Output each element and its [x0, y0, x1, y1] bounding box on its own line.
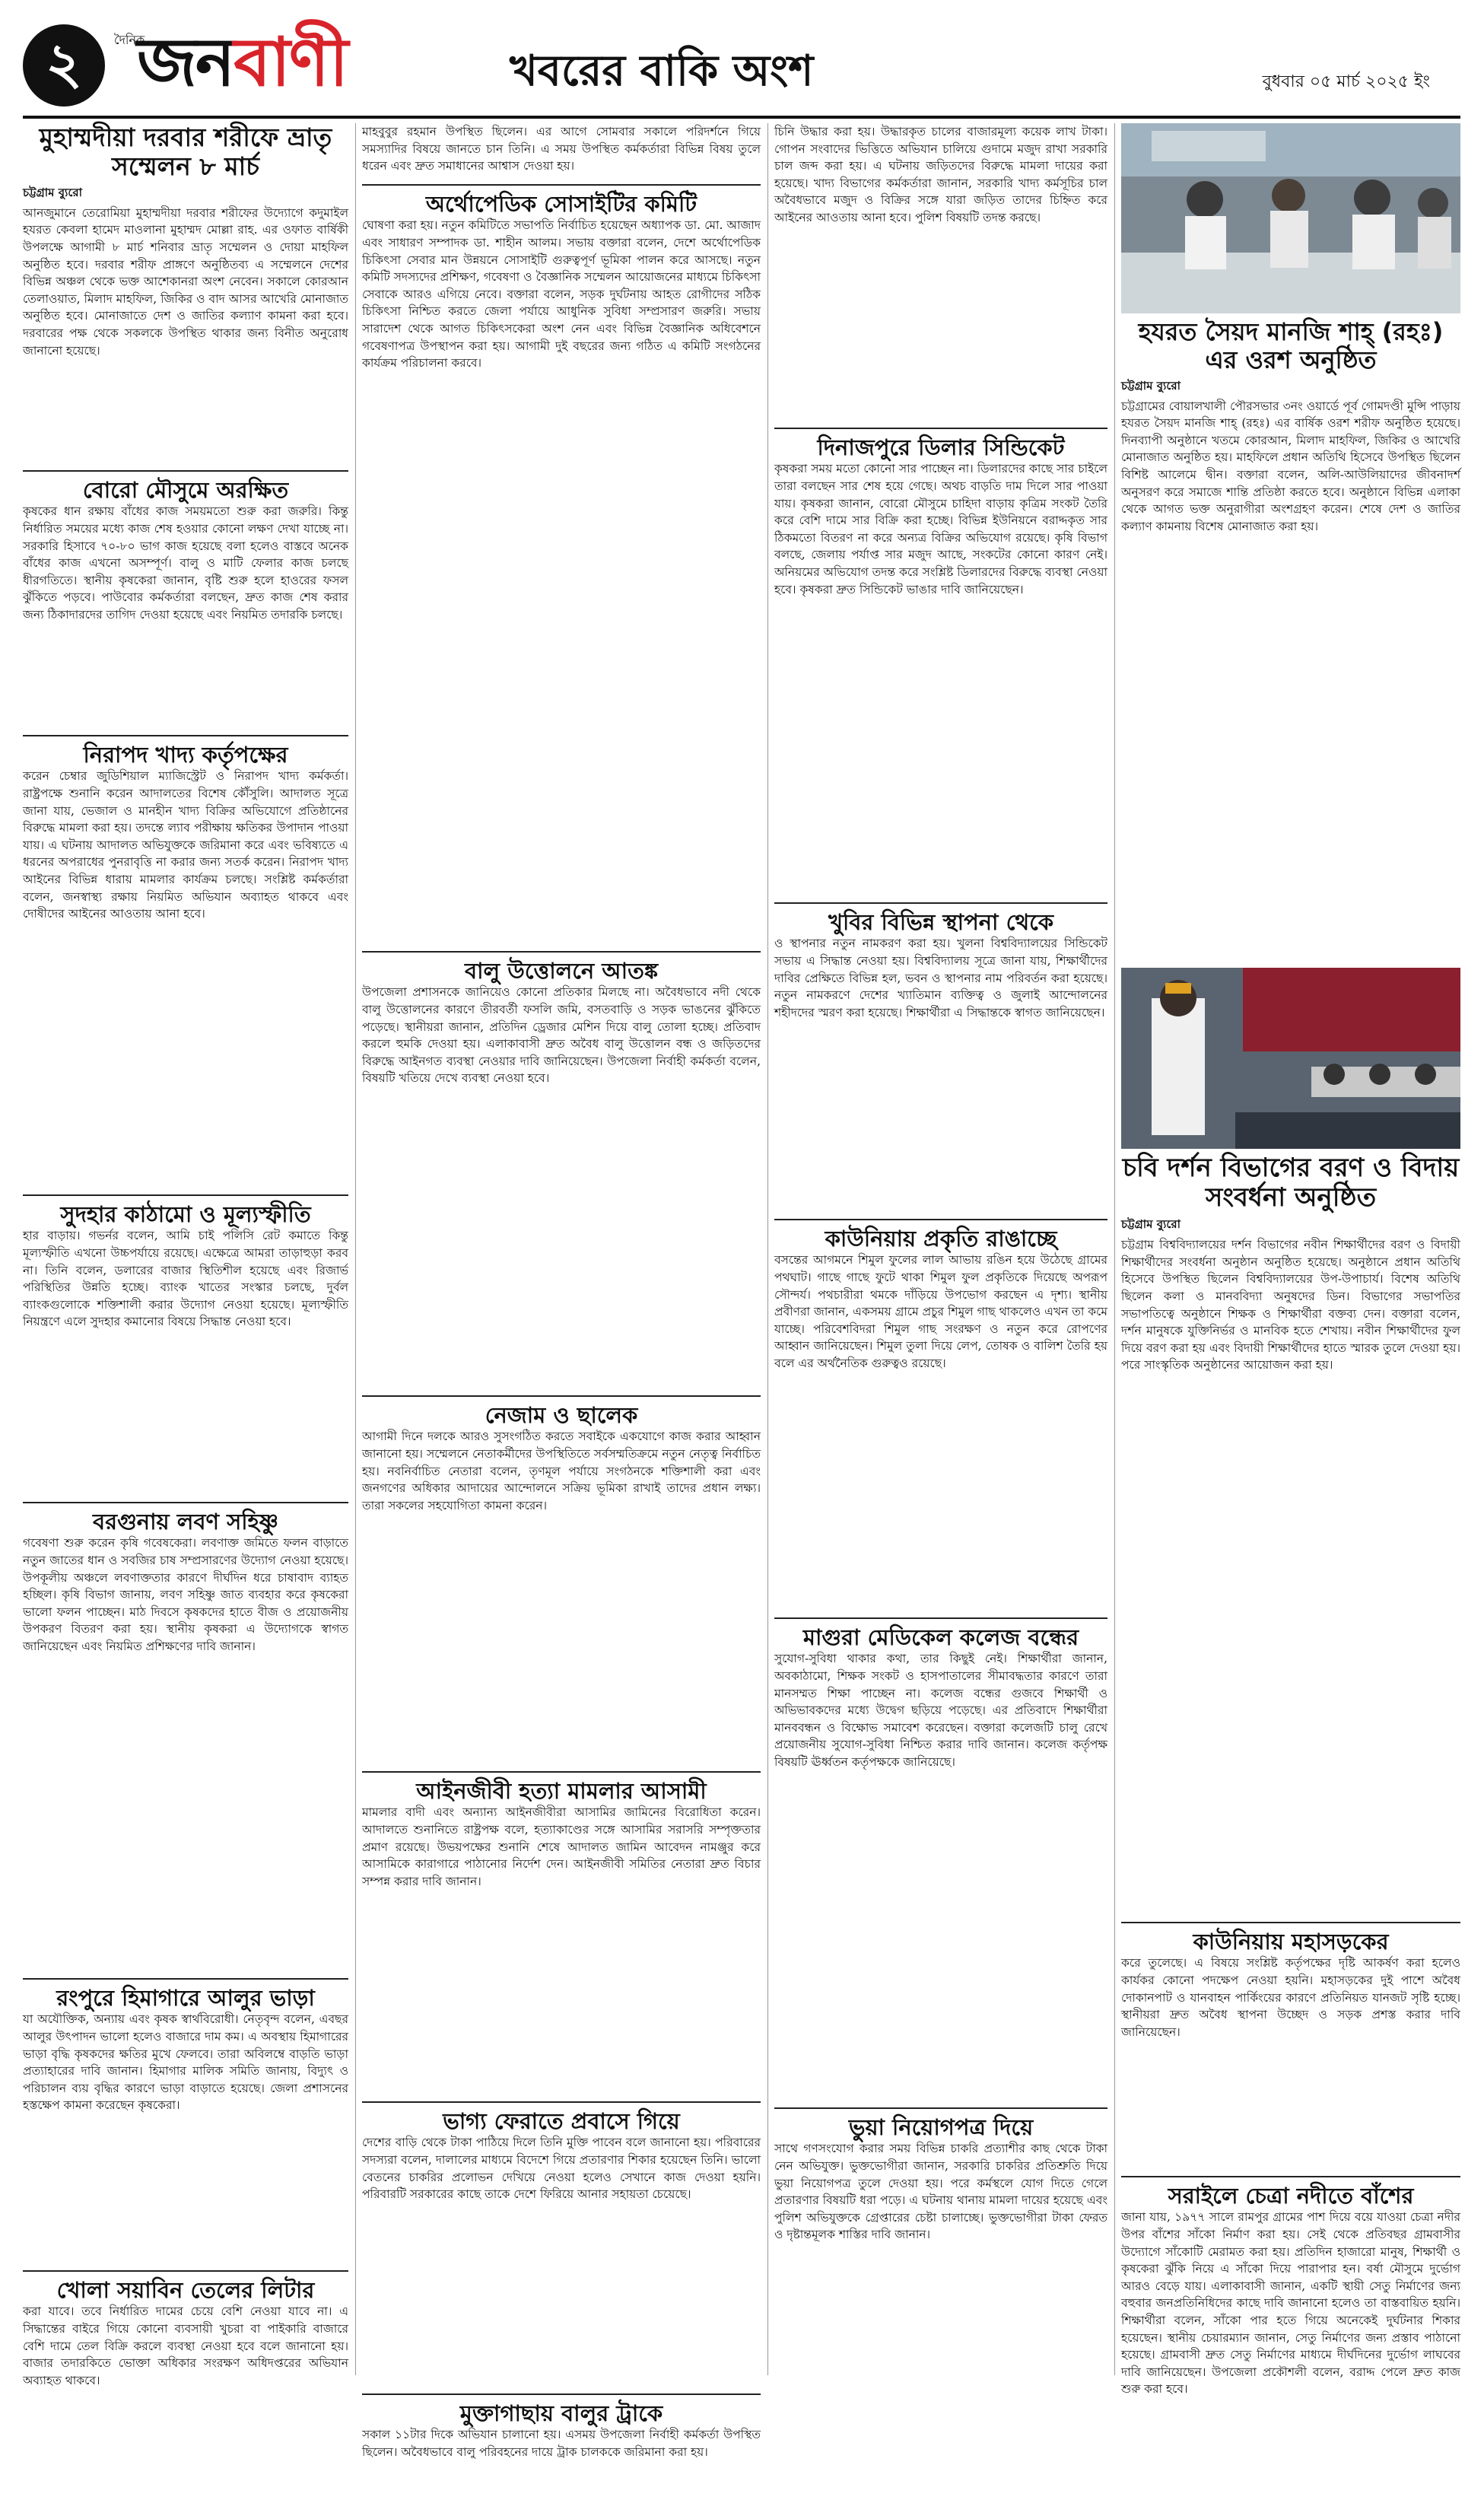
page-number: ২ [23, 24, 105, 107]
dateline: বুধবার ০৫ মার্চ ২০২৫ ইং [1262, 72, 1430, 91]
divider [774, 428, 1107, 429]
divider [1121, 1922, 1460, 1923]
story-body: মাহবুবুর রহমান উপস্থিত ছিলেন। এর আগে সোমবার সকালে পরিদর্শনে গিয়ে সমস্যাদির বিষয়ে জানতে চান তিনি। এ সময় উপস্থিত কর্মকর্তারা বিভিন্ন বিষয় তুলে ধরেন এবং দ্রুত সমাধানের আশ্বাস দেওয়া হয়। [362, 125, 761, 173]
logo-part-2: বাণী [234, 23, 348, 101]
story-potato-storage[interactable] [23, 1975, 348, 2264]
headline: মাগুরা মেডিকেল কলেজ বন্ধের [802, 1624, 1079, 1650]
story-body: করা যাবে। তবে নির্ধারিত দামের চেয়ে বেশি নেওয়া যাবে না। এ সিদ্ধান্তের বাইরে গিয়ে কোনো ব্যবসায়ী খুচরা বা পাইকারি বাজারে বেশি দামে তেল বিক্রি করলে ব্যবস্থা নেওয়া হবে বলে জানানো হয়। বাজার তদারকিতে ভোক্তা অধিকার সংরক্ষণ অধিদপ্তরের অভিযান অব্যাহত থাকবে। [23, 2304, 348, 2387]
story-rice-seizure[interactable] [774, 123, 1107, 421]
story-body: বসন্তের আগমনে শিমুল ফুলের লাল আভায় রঙিন হয়ে উঠেছে গ্রামের পথঘাট। গাছে গাছে ফুটে থাকা শিমুল ফুল প্রকৃতিকে দিয়েছে অপরূপ সৌন্দর্য। পথচারীরা থমকে দাঁড়িয়ে উপভোগ করছেন এ দৃশ্য। স্থানীয় প্রবীণরা জানান, একসময় গ্রামে প্রচুর শিমুল গাছ থাকলেও এখন তা কমে যাচ্ছে। পরিবেশবিদরা শিমুল গাছ সংরক্ষণ ও নতুন করে রোপণের আহ্বান জানিয়েছেন। শিমুল তুলা দিয়ে লেপ, তোষক ও বালিশ তৈরি হয় বলে এর অর্থনৈতিক গুরুত্বও রয়েছে। [774, 1253, 1107, 1370]
divider [362, 2101, 761, 2103]
story-body: আনজুমানে তেরোমিয়া মুহাম্মদীয়া দরবার শরীফের উদ্যোগে কদুমাইল হযরত কেবলা হামেদ মাওলানা মুহাম্মদ মোল্লা রাহ. এর ওফাত বার্ষিকী উপলক্ষে আগামী ৮ মার্চ শনিবার ভ্রাতৃ সম্মেলন ও দোয়া মাহফিল অনুষ্ঠিত হবে। দরবার শরীফ প্রাঙ্গণে অনুষ্ঠিতব্য এ সম্মেলনে দেশের বিভিন্ন অঞ্চল থেকে ভক্ত আশেকানরা অংশ নেবেন। সকালে কোরআন তেলাওয়াত, মিলাদ মাহফিল, জিকির ও বাদ আসর আখেরি মোনাজাত অনুষ্ঠিত হবে। মোনাজাতে দেশ ও জাতির কল্যাণ কামনা করা হবে। দরবারের পক্ষ থেকে সকলকে উপস্থিত থাকার জন্য বিনীত অনুরোধ জানানো হয়েছে। [23, 205, 348, 358]
story-body: করেন চেম্বার জুডিশিয়াল ম্যাজিস্ট্রেট ও নিরাপদ খাদ্য কর্মকর্তা। রাষ্ট্রপক্ষে শুনানি করেন আদালতের বিশেষ কৌঁসুলি। আদালত সূত্রে জানা যায়, ভেজাল ও মানহীন খাদ্য বিক্রির অভিযোগে প্রতিষ্ঠানের বিরুদ্ধে মামলা করা হয়। তদন্তে ল্যাব পরীক্ষায় ক্ষতিকর উপাদান পাওয়া যায়। এ ঘটনায় আদালত অভিযুক্তকে জরিমানা করে এবং ভবিষ্যতে এ ধরনের অপরাধের পুনরাবৃত্তি না করার জন্য সতর্ক করেন। নিরাপদ খাদ্য আইনের বিভিন্ন ধারায় মামলার কার্যক্রম চলছে। সংশ্লিষ্ট কর্মকর্তারা বলেন, জনস্বাস্থ্য রক্ষায় নিয়মিত অভিযান অব্যাহত থাকবে এবং দোষীদের আইনের আওতায় আনা হবে। [23, 769, 348, 921]
headline: হযরত সৈয়দ মানজি শাহ্ (রহঃ) এর ওরশ অনুষ্ঠিত [1138, 317, 1444, 374]
story-safe-food[interactable] [23, 732, 348, 1188]
story-dinajpur-dealer[interactable] [774, 425, 1107, 896]
story-darbar-sharif[interactable] [23, 123, 348, 464]
photo-urs-image [1121, 123, 1460, 313]
headline: মুহাম্মদীয়া দরবার শরীফে ভ্রাতৃ সম্মেলন ৮ মার্চ [39, 122, 332, 181]
section-title: খবরের বাকি অংশ [510, 46, 814, 96]
byline: চট্টগ্রাম ব্যুরো [1121, 378, 1181, 393]
story-sarail-bamboo[interactable] [1121, 2173, 1460, 2500]
story-body: জানা যায়, ১৯৭৭ সালে রামপুর গ্রামের পাশ দিয়ে বয়ে যাওয়া চেত্রা নদীর উপর বাঁশের সাঁকো নির্মাণ করা হয়। সেই থেকে প্রতিবছর গ্রামবাসীর উদ্যোগে সাঁকোটি মেরামত করা হয়। প্রতিদিন হাজারো মানুষ, শিক্ষার্থী ও কৃষকেরা ঝুঁকি নিয়ে এ সাঁকো দিয়ে পারাপার হন। বর্ষা মৌসুমে দুর্ভোগ আরও বেড়ে যায়। এলাকাবাসী জানান, একটি স্থায়ী সেতু নির্মাণের জন্য বহুবার জনপ্রতিনিধিদের কাছে দাবি জানানো হলেও তা বাস্তবায়িত হয়নি। শিক্ষার্থীরা বলেন, সাঁকো পার হতে গিয়ে অনেকেই দুর্ঘটনার শিকার হয়েছেন। স্থানীয় চেয়ারম্যান জানান, সেতু নির্মাণের জন্য প্রস্তাব পাঠানো হয়েছে। গ্রামবাসী দ্রুত সেতু নির্মাণের মাধ্যমে দীর্ঘদিনের দুর্ভোগ লাঘবের দাবি জানিয়েছেন। উপজেলা প্রকৌশলী বলেন, বরাদ্দ পেলে দ্রুত কাজ শুরু করা হবে। [1121, 2210, 1460, 2397]
story-body: সুযোগ-সুবিধা থাকার কথা, তার কিছুই নেই। শিক্ষার্থীরা জানান, অবকাঠামো, শিক্ষক সংকট ও হাসপাতালের সীমাবদ্ধতার কারণে তারা মানসম্মত শিক্ষা পাচ্ছেন না। কলেজ বন্ধের গুজবে শিক্ষার্থী ও অভিভাবকদের মধ্যে উদ্বেগ ছড়িয়ে পড়েছে। এর প্রতিবাদে শিক্ষার্থীরা মানববন্ধন ও বিক্ষোভ সমাবেশ করেছেন। বক্তারা কলেজটি চালু রেখে প্রয়োজনীয় সুযোগ-সুবিধা নিশ্চিত করার দাবি জানান। কলেজ কর্তৃপক্ষ বিষয়টি ঊর্ধ্বতন কর্তৃপক্ষকে জানিয়েছে। [774, 1652, 1107, 1769]
story-boro-season[interactable] [23, 467, 348, 729]
story-orthopedic-society[interactable] [362, 181, 761, 945]
story-sand-extraction[interactable] [362, 948, 761, 1389]
photo-cu-image [1121, 968, 1460, 1149]
story-body: গবেষণা শুরু করেন কৃষি গবেষকেরা। লবণাক্ত জমিতে ফলন বাড়াতে নতুন জাতের ধান ও সবজির চাষ সম্প্রসারণের উদ্যোগ নেওয়া হয়েছে। উপকূলীয় অঞ্চলে লবণাক্ততার কারণে দীর্ঘদিন ধরে চাষাবাদ ব্যাহত হচ্ছিল। কৃষি বিভাগ জানায়, লবণ সহিষ্ণু জাত ব্যবহার করে কৃষকেরা ভালো ফলন পাচ্ছেন। মাঠ দিবসে কৃষকদের হাতে বীজ ও প্রয়োজনীয় উপকরণ বিতরণ করা হয়। স্থানীয় কৃষকরা এ উদ্যোগকে স্বাগত জানিয়েছেন এবং নিয়মিত প্রশিক্ষণের দাবি জানান। [23, 1536, 348, 1653]
headline: নেজাম ও ছালেক [485, 1402, 638, 1428]
headline: ভাগ্য ফেরাতে প্রবাসে গিয়ে [443, 2108, 680, 2134]
divider [23, 1978, 348, 1980]
logo-prefix: দৈনিক [114, 33, 145, 47]
column-rule [767, 123, 768, 2375]
story-body: চট্টগ্রাম বিশ্ববিদ্যালয়ের দর্শন বিভাগের নবীন শিক্ষার্থীদের বরণ ও বিদায়ী শিক্ষার্থীদের সংবর্ধনা অনুষ্ঠান অনুষ্ঠিত হয়েছে। অনুষ্ঠানে প্রধান অতিথি হিসেবে উপস্থিত ছিলেন বিশ্ববিদ্যালয়ের উপ-উপাচার্য। বিশেষ অতিথি ছিলেন কলা ও মানববিদ্যা অনুষদের ডিন। বিভাগের সভাপতির সভাপতিত্বে অনুষ্ঠানে শিক্ষক ও শিক্ষার্থীরা বক্তব্য দেন। বক্তারা বলেন, দর্শন মানুষকে যুক্তিনির্ভর ও মানবিক হতে শেখায়। নবীন শিক্ষার্থীদের ফুল দিয়ে বরণ করা হয় এবং বিদায়ী শিক্ষার্থীদের হাতে স্মারক তুলে দেওয়া হয়। পরে সাংস্কৃতিক অনুষ্ঠানের আয়োজন করা হয়। [1121, 1238, 1460, 1372]
headline: বালু উত্তোলনে আতঙ্ক [464, 958, 659, 984]
divider [23, 470, 348, 472]
divider [774, 2107, 1107, 2109]
headline: দিনাজপুরে ডিলার সিন্ডিকেট [817, 434, 1065, 460]
story-body: উপজেলা প্রশাসনকে জানিয়েও কোনো প্রতিকার মিলছে না। অবৈধভাবে নদী থেকে বালু উত্তোলনের কারণে তীরবর্তী ফসলি জমি, বসতবাড়ি ও সড়ক ভাঙনের ঝুঁকিতে পড়েছে। স্থানীয়রা জানান, প্রতিদিন ড্রেজার মেশিন দিয়ে বালু তোলা হচ্ছে। প্রতিবাদ করলে হুমকি দেওয়া হয়। এলাকাবাসী দ্রুত অবৈধ বালু উত্তোলন বন্ধ ও জড়িতদের বিরুদ্ধে আইনগত ব্যবস্থা নেওয়ার দাবি জানিয়েছেন। উপজেলা নির্বাহী কর্মকর্তা বলেন, বিষয়টি খতিয়ে দেখে ব্যবস্থা নেওয়া হবে। [362, 985, 761, 1086]
headline: সরাইলে চেত্রা নদীতে বাঁশের [1168, 2183, 1414, 2209]
headline: আইনজীবী হত্যা মামলার আসামী [416, 1778, 707, 1804]
headline: খোলা সয়াবিন তেলের লিটার [56, 2277, 315, 2303]
story-body: আগামী দিনে দলকে আরও সুসংগঠিত করতে সবাইকে একযোগে কাজ করার আহ্বান জানানো হয়। সম্মেলনে নেতাকর্মীদের উপস্থিতিতে সর্বসম্মতিক্রমে নতুন নেতৃত্ব নির্বাচিত হয়। নবনির্বাচিত নেতারা বলেন, তৃণমূল পর্যায়ে সংগঠনকে শক্তিশালী করা এবং জনগণের অধিকার আদায়ের আন্দোলনে সক্রিয় ভূমিকা রাখাই তাদের প্রধান লক্ষ্য। তারা সকলের সহযোগিতা কামনা করেন। [362, 1430, 761, 1512]
headline: মুক্তাগাছায় বালুর ট্রাকে [459, 2400, 663, 2426]
story-salt-tolerant[interactable] [23, 1499, 348, 1972]
story-body: মামলার বাদী এবং অন্যান্য আইনজীবীরা আসামির জামিনের বিরোধিতা করেন। আদালতে শুনানিতে রাষ্ট্রপক্ষ বলে, হত্যাকাণ্ডের সঙ্গে আসামির সরাসরি সম্পৃক্ততার প্রমাণ রয়েছে। উভয়পক্ষের শুনানি শেষে আদালত জামিন আবেদন নামঞ্জুর করে আসামিকে কারাগারে পাঠানোর নির্দেশ দেন। আইনজীবী সমিতির নেতারা দ্রুত বিচার সম্পন্ন করার দাবি জানান। [362, 1805, 761, 1888]
divider [774, 1617, 1107, 1619]
headline: অর্থোপেডিক সোসাইটির কমিটি [425, 191, 698, 217]
divider [23, 1502, 348, 1503]
headline: বরগুনায় লবণ সহিষ্ণু [93, 1509, 278, 1535]
photo-cu-reception[interactable] [1121, 968, 1460, 1149]
divider [23, 1194, 348, 1196]
story-muktagacha-truck[interactable] [362, 2390, 761, 2497]
newspaper-logo[interactable] [114, 23, 434, 108]
story-body: যা অযৌক্তিক, অন্যায় এবং কৃষক স্বার্থবিরোধী। নেতৃবৃন্দ বলেন, এবছর আলুর উৎপাদন ভালো হলেও বাজারে দাম কম। এ অবস্থায় হিমাগারের ভাড়া বৃদ্ধি কৃষকদের ক্ষতির মুখে ফেলবে। তারা অবিলম্বে বাড়তি ভাড়া প্রত্যাহারের দাবি জানান। হিমাগার মালিক সমিতি জানায়, বিদ্যুৎ ও পরিচালন ব্যয় বৃদ্ধির কারণে ভাড়া বাড়াতে হয়েছে। জেলা প্রশাসনের হস্তক্ষেপ কামনা করেছেন কৃষকেরা। [23, 2012, 348, 2113]
headline: সুদহার কাঠামো ও মূল্যস্ফীতি [60, 1201, 311, 1227]
story-body: ঘোষণা করা হয়। নতুন কমিটিতে সভাপতি নির্বাচিত হয়েছেন অধ্যাপক ডা. মো. আজাদ এবং সাধারণ সম্পাদক ডা. শাহীন আলম। সভায় বক্তারা বলেন, দেশে অর্থোপেডিক চিকিৎসা সেবার মান উন্নয়নে সোসাইটি গুরুত্বপূর্ণ ভূমিকা পালন করে আসছে। নতুন কমিটি সদস্যদের প্রশিক্ষণ, গবেষণা ও বৈজ্ঞানিক সম্মেলন আয়োজনের মাধ্যমে চিকিৎসা সেবাকে আরও এগিয়ে নেবে। বক্তারা বলেন, সড়ক দুর্ঘটনায় আহত রোগীদের সঠিক চিকিৎসা নিশ্চিত করতে জেলা পর্যায়ে আধুনিক সুবিধা সম্প্রসারণ জরুরি। সভায় সারাদেশ থেকে আগত চিকিৎসকেরা অংশ নেন এবং বিভিন্ন বৈজ্ঞানিক অধিবেশনে গবেষণাপত্র উপস্থাপন করা হয়। আগামী দুই বছরের জন্য গঠিত এ কমিটি সংগঠনের কার্যক্রম পরিচালনা করবে। [362, 218, 761, 371]
story-body: সাথে গণসংযোগ করার সময় বিভিন্ন চাকরি প্রত্যাশীর কাছ থেকে টাকা নেন অভিযুক্ত। ভুক্তভোগীরা জানান, সরকারি চাকরির প্রতিশ্রুতি দিয়ে ভুয়া নিয়োগপত্র তুলে দেওয়া হয়। পরে কর্মস্থলে যোগ দিতে গেলে প্রতারণার বিষয়টি ধরা পড়ে। এ ঘটনায় থানায় মামলা দায়ের হয়েছে এবং পুলিশ অভিযুক্তকে গ্রেপ্তারের চেষ্টা চালাচ্ছে। ভুক্তভোগীরা টাকা ফেরত ও দৃষ্টান্তমূলক শাস্তির দাবি জানান। [774, 2142, 1107, 2242]
headline: বোরো মৌসুমে অরক্ষিত [82, 477, 289, 503]
story-kaunia-highway[interactable] [1121, 1919, 1460, 2170]
divider [362, 2393, 761, 2395]
byline: চট্টগ্রাম ব্যুরো [1121, 1217, 1181, 1232]
column-rule [355, 123, 356, 2375]
headline: ভুয়া নিয়োগপত্র দিয়ে [848, 2114, 1034, 2140]
story-body: চট্টগ্রামের বোয়ালখালী পৌরসভার ৩নং ওয়ার্ডে পূর্ব গোমদণ্ডী মুন্সি পাড়ায় হযরত সৈয়দ মানজি শাহ্ (রহঃ) এর বার্ষিক ওরশ শরীফ অনুষ্ঠিত হয়েছে। দিনব্যাপী অনুষ্ঠানে খতমে কোরআন, মিলাদ মাহফিল, জিকির ও আখেরি মোনাজাত অনুষ্ঠিত হয়। মাহফিলে প্রধান অতিথি হিসেবে উপস্থিত ছিলেন বিশিষ্ট আলেমে দ্বীন। বক্তারা বলেন, অলি-আউলিয়াদের জীবনাদর্শ অনুসরণ করে সমাজে শান্তি প্রতিষ্ঠা করতে হবে। অনুষ্ঠানে বিভিন্ন এলাকা থেকে আগত ভক্ত অনুরাগীরা অংশগ্রহণ করেন। শেষে দেশ ও জাতির কল্যাণ কামনায় বিশেষ মোনাজাত করা হয়। [1121, 399, 1460, 533]
divider [774, 1219, 1107, 1220]
masthead [23, 21, 1460, 120]
story-interest-rate[interactable] [23, 1191, 348, 1496]
headline: নিরাপদ খাদ্য কর্তৃপক্ষের [83, 742, 288, 768]
divider [362, 951, 761, 953]
story-body: চিনি উদ্ধার করা হয়। উদ্ধারকৃত চালের বাজারমূল্য কয়েক লাখ টাকা। গোপন সংবাদের ভিত্তিতে অভিযান চালিয়ে গুদামে মজুদ রাখা সরকারি চাল জব্দ করা হয়। এ ঘটনায় জড়িতদের বিরুদ্ধে মামলা দায়ের করা হয়েছে। খাদ্য বিভাগের কর্মকর্তারা জানান, সরকারি খাদ্য কর্মসূচির চাল অবৈধভাবে মজুদ ও বিক্রির সঙ্গে যারা জড়িত তাদের চিহ্নিত করে আইনের আওতায় আনা হবে। পুলিশ বিষয়টি তদন্ত করছে। [774, 125, 1107, 224]
story-body: কৃষকরা সময় মতো কোনো সার পাচ্ছেন না। ডিলারদের কাছে সার চাইলে তারা বলছেন সার শেষ হয়ে গেছে। অথচ বাড়তি দাম দিলে সার পাওয়া যায়। কৃষকরা জানান, বোরো মৌসুমে চাহিদা বাড়ায় কৃত্রিম সংকট তৈরি করে বেশি দামে সার বিক্রি করা হচ্ছে। বিভিন্ন ইউনিয়নে বরাদ্দকৃত সার ঠিকমতো বিতরণ না করে অন্যত্র বিক্রির অভিযোগ রয়েছে। কৃষি বিভাগ বলছে, জেলায় পর্যাপ্ত সার মজুদ আছে, সংকটের কোনো কারণ নেই। অনিয়মের অভিযোগ তদন্ত করে সংশ্লিষ্ট ডিলারদের বিরুদ্ধে ব্যবস্থা নেওয়া হবে। কৃষকরা দ্রুত সিন্ডিকেট ভাঙার দাবি জানিয়েছেন। [774, 462, 1107, 596]
story-magura-medical[interactable] [774, 1614, 1107, 2101]
story-continued-top[interactable] [362, 123, 761, 178]
feature-urs[interactable] [1121, 318, 1460, 965]
story-soybean-oil[interactable] [23, 2267, 348, 2389]
story-kuet-naming[interactable] [774, 899, 1107, 1213]
column-rule [1114, 123, 1115, 2375]
headline: খুবির বিভিন্ন স্থাপনা থেকে [828, 909, 1054, 935]
logo-part-1: জন [137, 23, 234, 101]
story-body: সকাল ১১টার দিকে অভিযান চালানো হয়। এসময় উপজেলা নির্বাহী কর্মকর্তা উপস্থিত ছিলেন। অবৈধভাবে বালু পরিবহনের দায়ে ট্রাক চালককে জরিমানা করা হয়। [362, 2428, 761, 2459]
divider [362, 1395, 761, 1397]
story-abroad-fate[interactable] [362, 2098, 761, 2387]
divider [362, 1771, 761, 1773]
headline: চবি দর্শন বিভাগের বরণ ও বিদায় সংবর্ধনা অনুষ্ঠিত [1122, 1153, 1460, 1213]
story-nezam-salek[interactable] [362, 1392, 761, 1765]
story-body: দেশের বাড়ি থেকে টাকা পাঠিয়ে দিলে তিনি মুক্তি পাবেন বলে জানানো হয়। পরিবারের সদস্যরা বলেন, দালালের মাধ্যমে বিদেশে গিয়ে প্রতারণার শিকার হয়েছেন তিনি। ভালো বেতনের চাকরির প্রলোভন দেখিয়ে নেওয়া হলেও সেখানে কাজ দেওয়া হয়নি। পরিবারটি সরকারের কাছে তাকে দেশে ফিরিয়ে আনার সহায়তা চেয়েছে। [362, 2136, 761, 2202]
story-body: করে তুলেছে। এ বিষয়ে সংশ্লিষ্ট কর্তৃপক্ষের দৃষ্টি আকর্ষণ করা হলেও কার্যকর কোনো পদক্ষেপ নেওয়া হয়নি। মহাসড়কের দুই পাশে অবৈধ দোকানপাট ও যানবাহন পার্কিংয়ের কারণে প্রতিনিয়ত যানজট সৃষ্টি হচ্ছে। স্থানীয়রা দ্রুত অবৈধ স্থাপনা উচ্ছেদ ও সড়ক প্রশস্ত করার দাবি জানিয়েছেন। [1121, 1956, 1460, 2039]
headline: কাউনিয়ায় মহাসড়কের [1193, 1929, 1389, 1955]
byline: চট্টগ্রাম ব্যুরো [23, 185, 83, 199]
headline: কাউনিয়ায় প্রকৃতি রাঙাচ্ছে [825, 1226, 1057, 1252]
logo-wordmark [137, 23, 347, 102]
story-body: হার বাড়ায়। গভর্নর বলেন, আমি চাই পলিসি রেট কমাতে কিন্তু মূল্যস্ফীতি এখনো উচ্চপর্যায়ে রয়েছে। এক্ষেত্রে আমরা তাড়াহুড়া করব না। তিনি বলেন, ডলারের বাজার স্থিতিশীল হয়েছে এবং রিজার্ভ পরিস্থিতির উন্নতি হচ্ছে। ব্যাংক খাতের সংস্কার চলছে, দুর্বল ব্যাংকগুলোকে শক্তিশালী করার উদ্যোগ নেওয়া হয়েছে। মূল্যস্ফীতি নিয়ন্ত্রণে এলে সুদহার কমানোর বিষয়ে সিদ্ধান্ত নেওয়া হবে। [23, 1229, 348, 1329]
divider [1121, 2176, 1460, 2177]
story-body: কৃষকের ধান রক্ষায় বাঁধের কাজ সময়মতো শুরু করা জরুরি। কিন্তু নির্ধারিত সময়ের মধ্যে কাজ শেষ হওয়ার কোনো লক্ষণ দেখা যাচ্ছে না। সরকারি হিসাবে ৭০-৮০ ভাগ কাজ হয়েছে বলা হলেও বাস্তবে অনেক বাঁধের কাজ এখনো অসম্পূর্ণ। বালু ও মাটি ফেলার কাজ চলছে ধীরগতিতে। স্থানীয় কৃষকেরা জানান, বৃষ্টি শুরু হলে হাওরের ফসল ঝুঁকিতে পড়বে। পাউবোর কর্মকর্তারা বলছেন, দ্রুত কাজ শেষ করার জন্য ঠিকাদারদের তাগিদ দেওয়া হয়েছে এবং নিয়মিত তদারকি চলছে। [23, 504, 348, 622]
masthead-rule [23, 116, 1460, 119]
headline: রংপুরে হিমাগারে আলুর ভাড়া [56, 1985, 315, 2011]
divider [23, 735, 348, 736]
divider [362, 184, 761, 186]
story-body: ও স্থাপনার নতুন নামকরণ করা হয়। খুলনা বিশ্ববিদ্যালয়ের সিন্ডিকেট সভায় এ সিদ্ধান্ত নেওয়া হয়। বিশ্ববিদ্যালয় সূত্রে জানা যায়, শিক্ষার্থীদের দাবির প্রেক্ষিতে বিভিন্ন হল, ভবন ও স্থাপনার নাম পরিবর্তন করা হয়েছে। নতুন নামকরণে দেশের খ্যাতিমান ব্যক্তিত্ব ও জুলাই আন্দোলনের শহীদদের স্মরণ করা হয়েছে। শিক্ষার্থীরা এ সিদ্ধান্তকে স্বাগত জানিয়েছেন। [774, 937, 1107, 1019]
story-kaunia-nature[interactable] [774, 1216, 1107, 1611]
divider [23, 2270, 348, 2272]
photo-urs-mahfil[interactable] [1121, 123, 1460, 313]
feature-cu-philosophy[interactable] [1121, 1153, 1460, 1914]
story-fake-appointment[interactable] [774, 2104, 1107, 2500]
story-lawyer-murder[interactable] [362, 1768, 761, 2095]
divider [774, 902, 1107, 904]
